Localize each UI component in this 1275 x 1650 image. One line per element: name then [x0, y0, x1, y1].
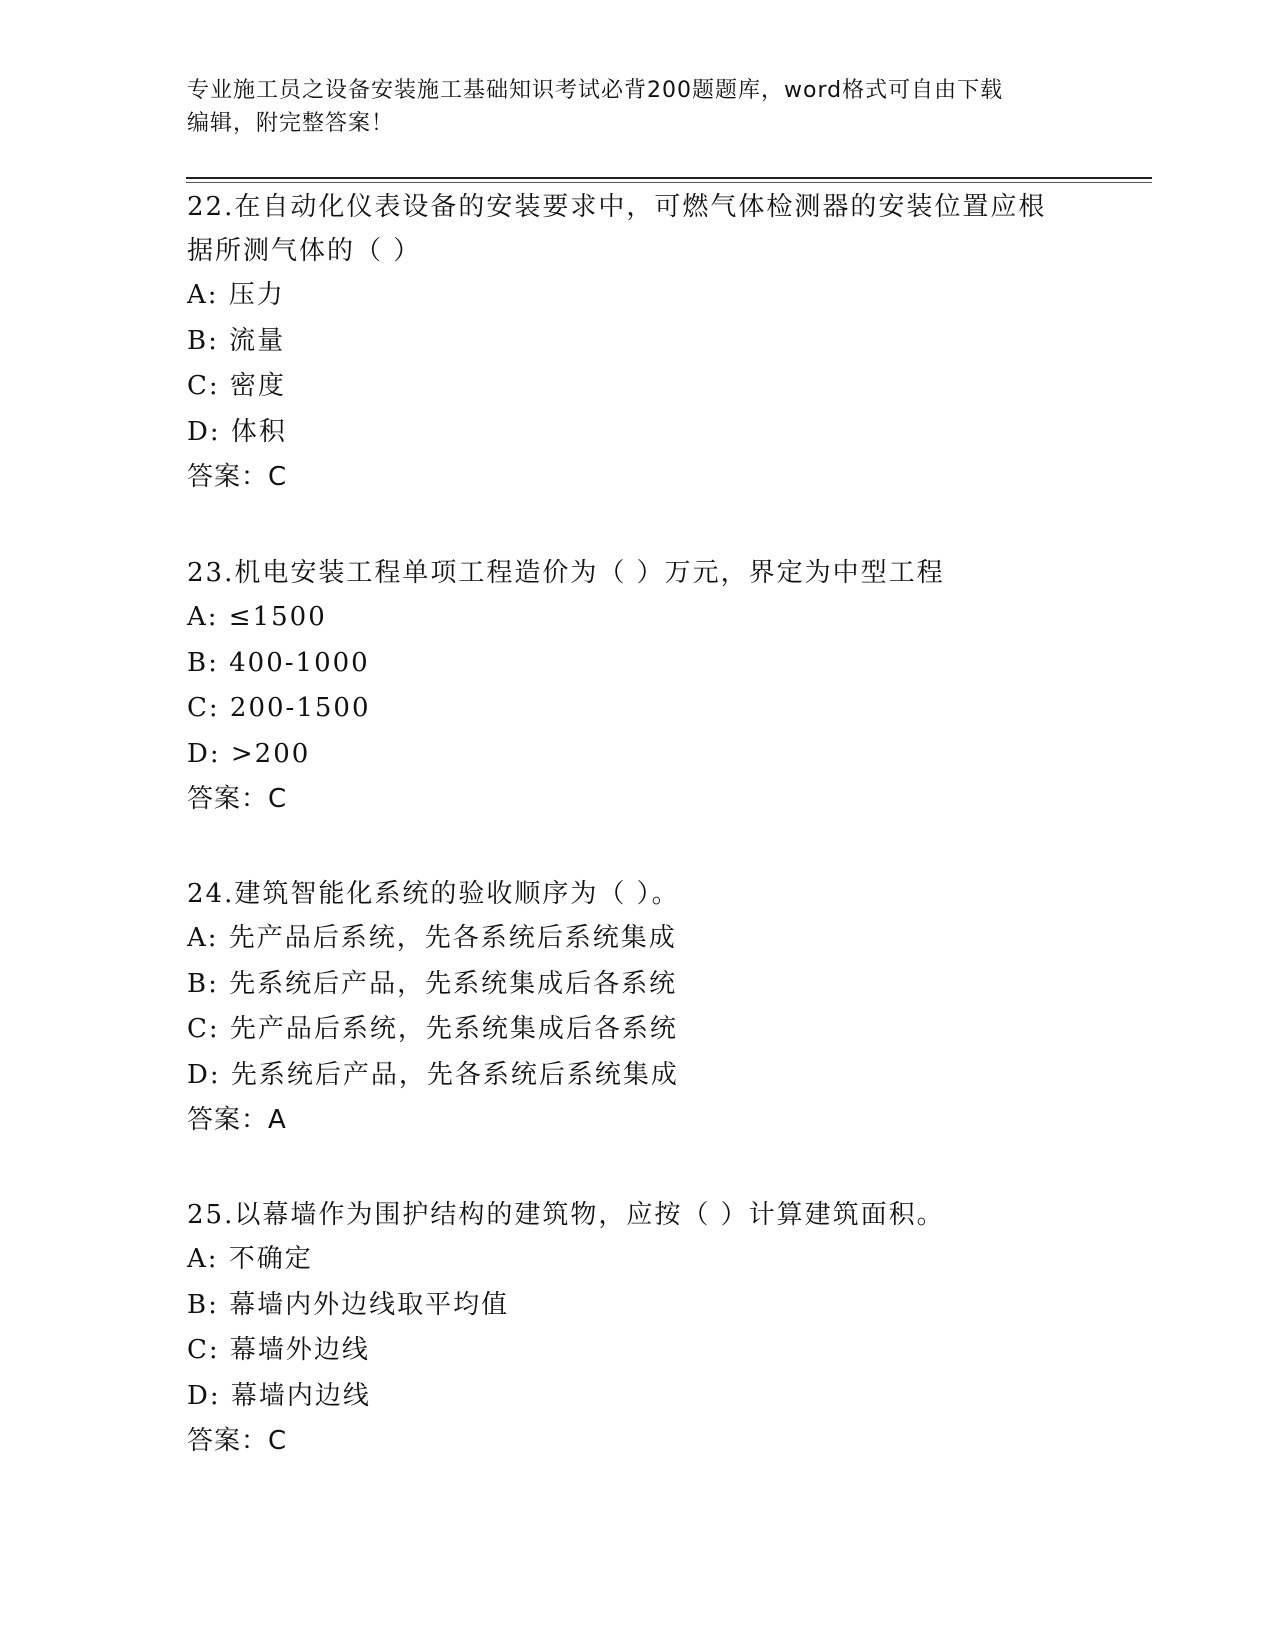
- option-c: C: 先产品后系统，先系统集成后各系统: [187, 1014, 678, 1044]
- header-line-1: 专业施工员之设备安装施工基础知识考试必背200题题库，word格式可自由下载: [187, 78, 1004, 103]
- question-24: [187, 872, 1087, 1144]
- answer: 答案：A: [187, 1105, 287, 1135]
- option-d: D: 先系统后产品，先各系统后系统集成: [187, 1059, 679, 1090]
- option-d: D: >200: [187, 738, 311, 769]
- question-22: [187, 185, 1087, 501]
- option-a: A: 压力: [187, 280, 285, 310]
- option-c: C: 幕墙外边线: [187, 1335, 370, 1365]
- option-d: D: 体积: [187, 416, 287, 447]
- question-23: [187, 551, 1087, 823]
- document-header: [187, 74, 1067, 140]
- option-c: C: 200-1500: [187, 693, 371, 723]
- question-title-line: 23.机电安装工程单项工程造价为（ ）万元，界定为中型工程: [187, 558, 945, 588]
- header-rule-thin: [186, 182, 1152, 183]
- option-c: C: 密度: [187, 371, 286, 401]
- answer: 答案：C: [187, 784, 288, 814]
- question-25: [187, 1193, 1087, 1465]
- question-title-line: 据所测气体的（ ）: [187, 236, 422, 266]
- option-d: D: 幕墙内边线: [187, 1380, 371, 1411]
- answer: 答案：C: [187, 1426, 288, 1456]
- answer: 答案：C: [187, 462, 288, 492]
- option-a: A: 不确定: [187, 1244, 313, 1274]
- option-a: A: 先产品后系统，先各系统后系统集成: [187, 923, 677, 953]
- option-a: A: ≤1500: [187, 602, 327, 632]
- option-b: B: 先系统后产品，先系统集成后各系统: [187, 968, 678, 999]
- question-title-line: 25.以幕墙作为围护结构的建筑物，应按（ ）计算建筑面积。: [187, 1200, 945, 1230]
- header-rule-thick: [186, 177, 1152, 179]
- option-b: B: 流量: [187, 325, 286, 356]
- header-line-2: 编辑，附完整答案！: [187, 111, 395, 136]
- option-b: B: 幕墙内外边线取平均值: [187, 1289, 510, 1320]
- question-title-line: 22.在自动化仪表设备的安装要求中，可燃气体检测器的安装位置应根: [187, 192, 1047, 222]
- question-title-line: 24.建筑智能化系统的验收顺序为（ ）。: [187, 879, 680, 909]
- option-b: B: 400-1000: [187, 647, 370, 678]
